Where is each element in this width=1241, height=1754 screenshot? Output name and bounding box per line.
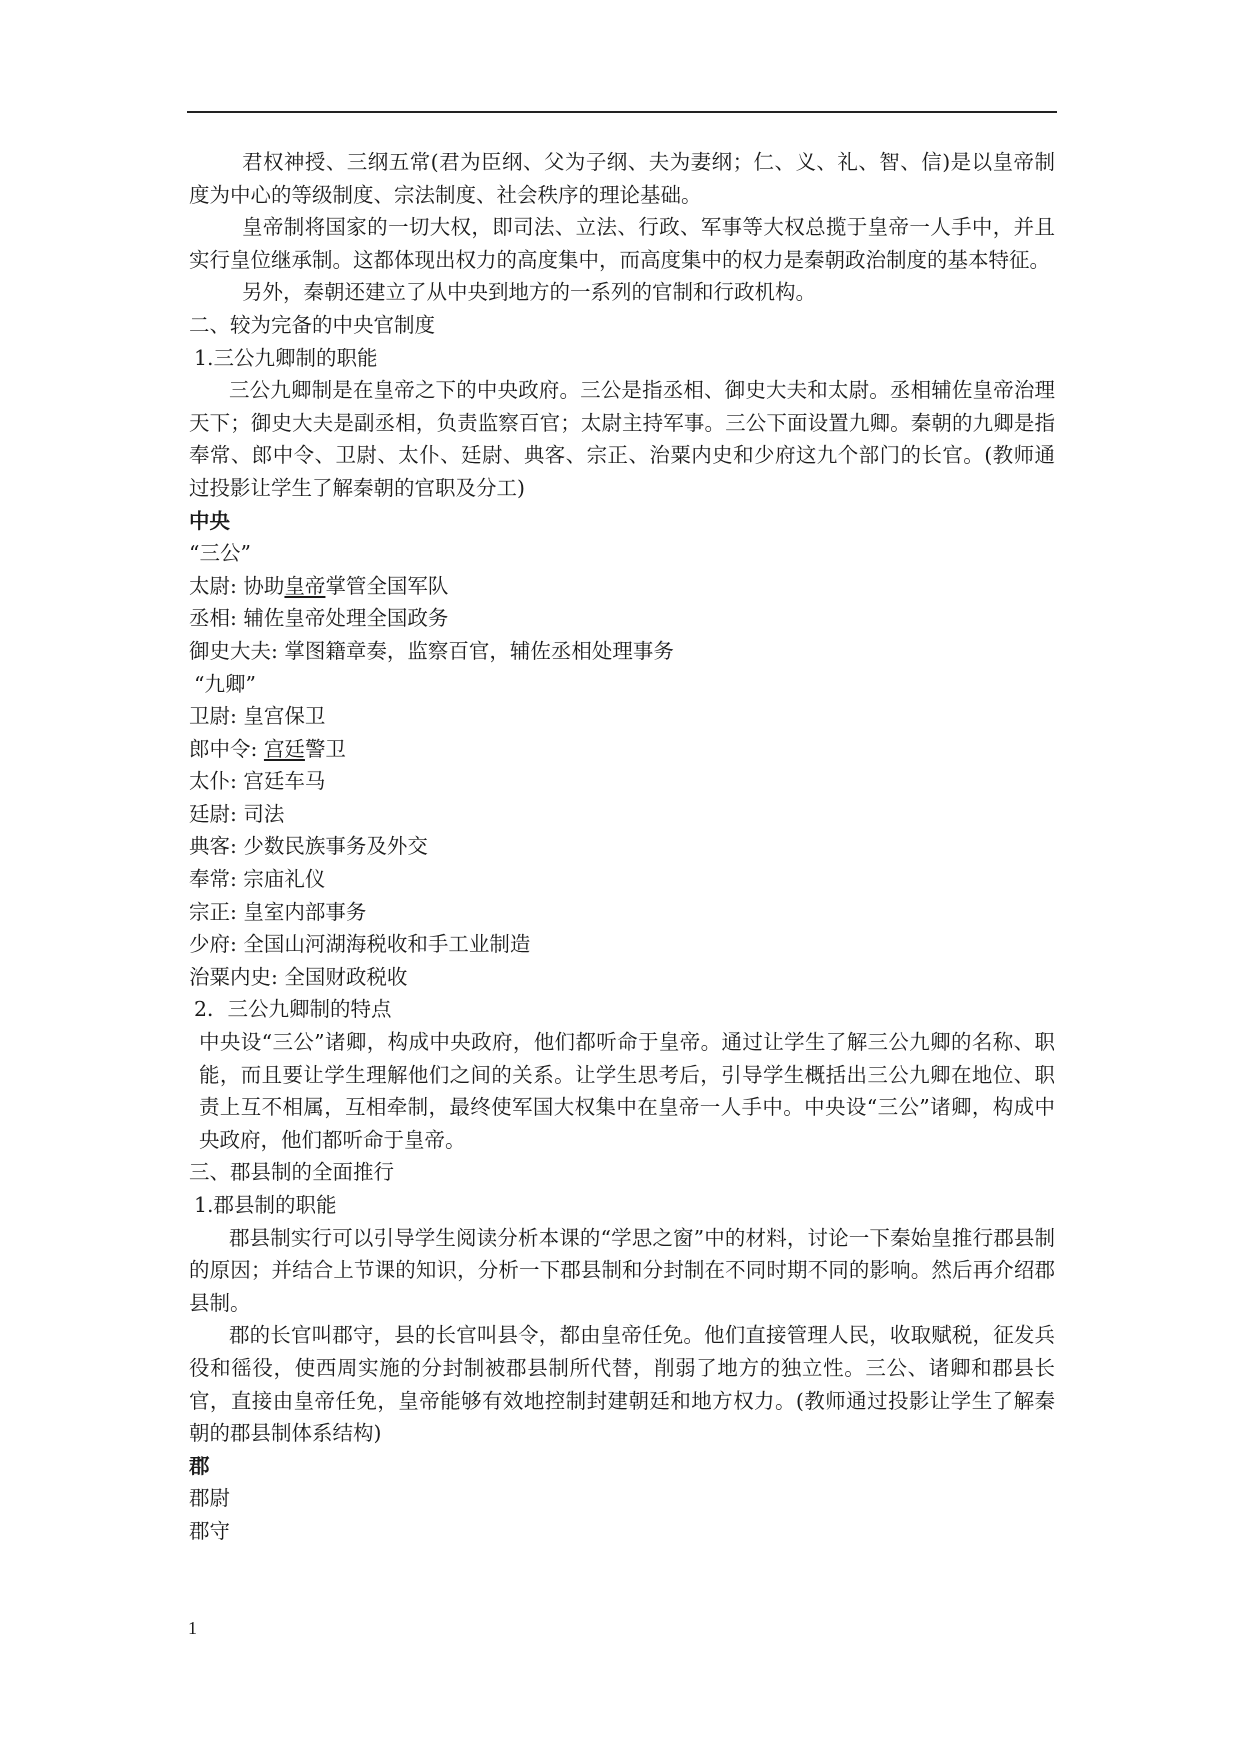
header-rule <box>187 111 1057 113</box>
jiuqing-item: 治粟内史: 全国财政税收 <box>189 964 408 989</box>
section-3-paragraph-1: 郡县制实行可以引导学生阅读分析本课的“学思之窗”中的材料，讨论一下秦始皇推行郡县制的原因；并结合上节课的知识，分析一下郡县制和分封制在不同时期不同的影响。然后再介绍郡县制。 <box>189 1225 1055 1315</box>
intro-paragraph-2: 皇帝制将国家的一切大权，即司法、立法、行政、军事等大权总揽于皇帝一人手中，并且实行皇位继承制。这都体现出权力的高度集中，而高度集中的权力是秦朝政治制度的基本特征。 <box>189 215 1055 272</box>
sangong-item: 御史大夫: 掌图籍章奏，监察百官，辅佐丞相处理事务 <box>189 638 674 663</box>
section-2-paragraph-2: 中央设“三公”诸卿，构成中央政府，他们都听命于皇帝。通过让学生了解三公九卿的名称、职能，而且要让学生理解他们之间的关系。让学生思考后，引导学生概括出三公九卿在地位、职责上互不相属，互相牵制，最终使军国大权集中在皇帝一人手中。中央设“三公”诸卿，构成中央政府，他们都听命于皇帝。 <box>199 1030 1055 1152</box>
section-2-paragraph-1: 三公九卿制是在皇帝之下的中央政府。三公是指丞相、御史大夫和太尉。丞相辅佐皇帝治理天下；御史大夫是副丞相，负责监察百官；太尉主持军事。三公下面设置九卿。秦朝的九卿是指奉常、郎中令、卫尉、太仆、廷尉、典客、宗正、治粟内史和少府这九个部门的长官。(教师通过投影让学生了解秦朝的官职及分工) <box>189 378 1055 500</box>
section-3-paragraph-2: 郡的长官叫郡守，县的长官叫县令，都由皇帝任免。他们直接管理人民，收取赋税，征发兵役和徭役，使西周实施的分封制被郡县制所代替，削弱了地方的独立性。三公、诸卿和郡县长官，直接由皇帝任免，皇帝能够有效地控制封建朝廷和地方权力。(教师通过投影让学生了解秦朝的郡县制体系结构) <box>189 1323 1055 1446</box>
jun-label: 郡 <box>189 1453 210 1478</box>
section-2-heading: 二、较为完备的中央官制度 <box>189 312 435 337</box>
jiuqing-item: 典客: 少数民族事务及外交 <box>189 834 428 859</box>
section-2-subheading-1: 1.三公九卿制的职能 <box>194 345 378 370</box>
jiuqing-list <box>189 700 1055 993</box>
jun-official: 郡尉 <box>189 1486 230 1511</box>
jiuqing-label: “九卿” <box>194 671 256 696</box>
section-3-subheading-1: 1.郡县制的职能 <box>194 1193 337 1217</box>
jiuqing-item: 太仆: 宫廷车马 <box>189 769 326 794</box>
central-label: 中央 <box>189 508 230 533</box>
jiuqing-item: 廷尉: 司法 <box>189 801 285 826</box>
sangong-item: 太尉: 协助皇帝掌管全国军队 <box>189 573 449 598</box>
jiuqing-item: 郎中令: 宫廷警卫 <box>189 736 346 761</box>
intro-paragraph-3: 另外，秦朝还建立了从中央到地方的一系列的官制和行政机构。 <box>242 280 816 305</box>
document-body <box>189 146 1055 1548</box>
jiuqing-item: 少府: 全国山河湖海税收和手工业制造 <box>189 932 531 957</box>
sangong-item: 丞相: 辅佐皇帝处理全国政务 <box>189 606 449 631</box>
section-2-subheading-2: 2．三公九卿制的特点 <box>194 997 392 1022</box>
jiuqing-item: 宗正: 皇室内部事务 <box>189 899 367 924</box>
sangong-list <box>189 570 1055 668</box>
section-3-heading: 三、郡县制的全面推行 <box>189 1160 394 1185</box>
jun-official: 郡守 <box>189 1518 230 1543</box>
intro-paragraph-1: 君权神授、三纲五常(君为臣纲、父为子纲、夫为妻纲；仁、义、礼、智、信)是以皇帝制度为中心的等级制度、宗法制度、社会秩序的理论基础。 <box>189 150 1055 207</box>
jiuqing-item: 卫尉: 皇宫保卫 <box>189 704 326 729</box>
page-number: 1 <box>188 1618 197 1638</box>
sangong-label: “三公” <box>189 541 251 566</box>
jiuqing-item: 奉常: 宗庙礼仪 <box>189 867 326 892</box>
